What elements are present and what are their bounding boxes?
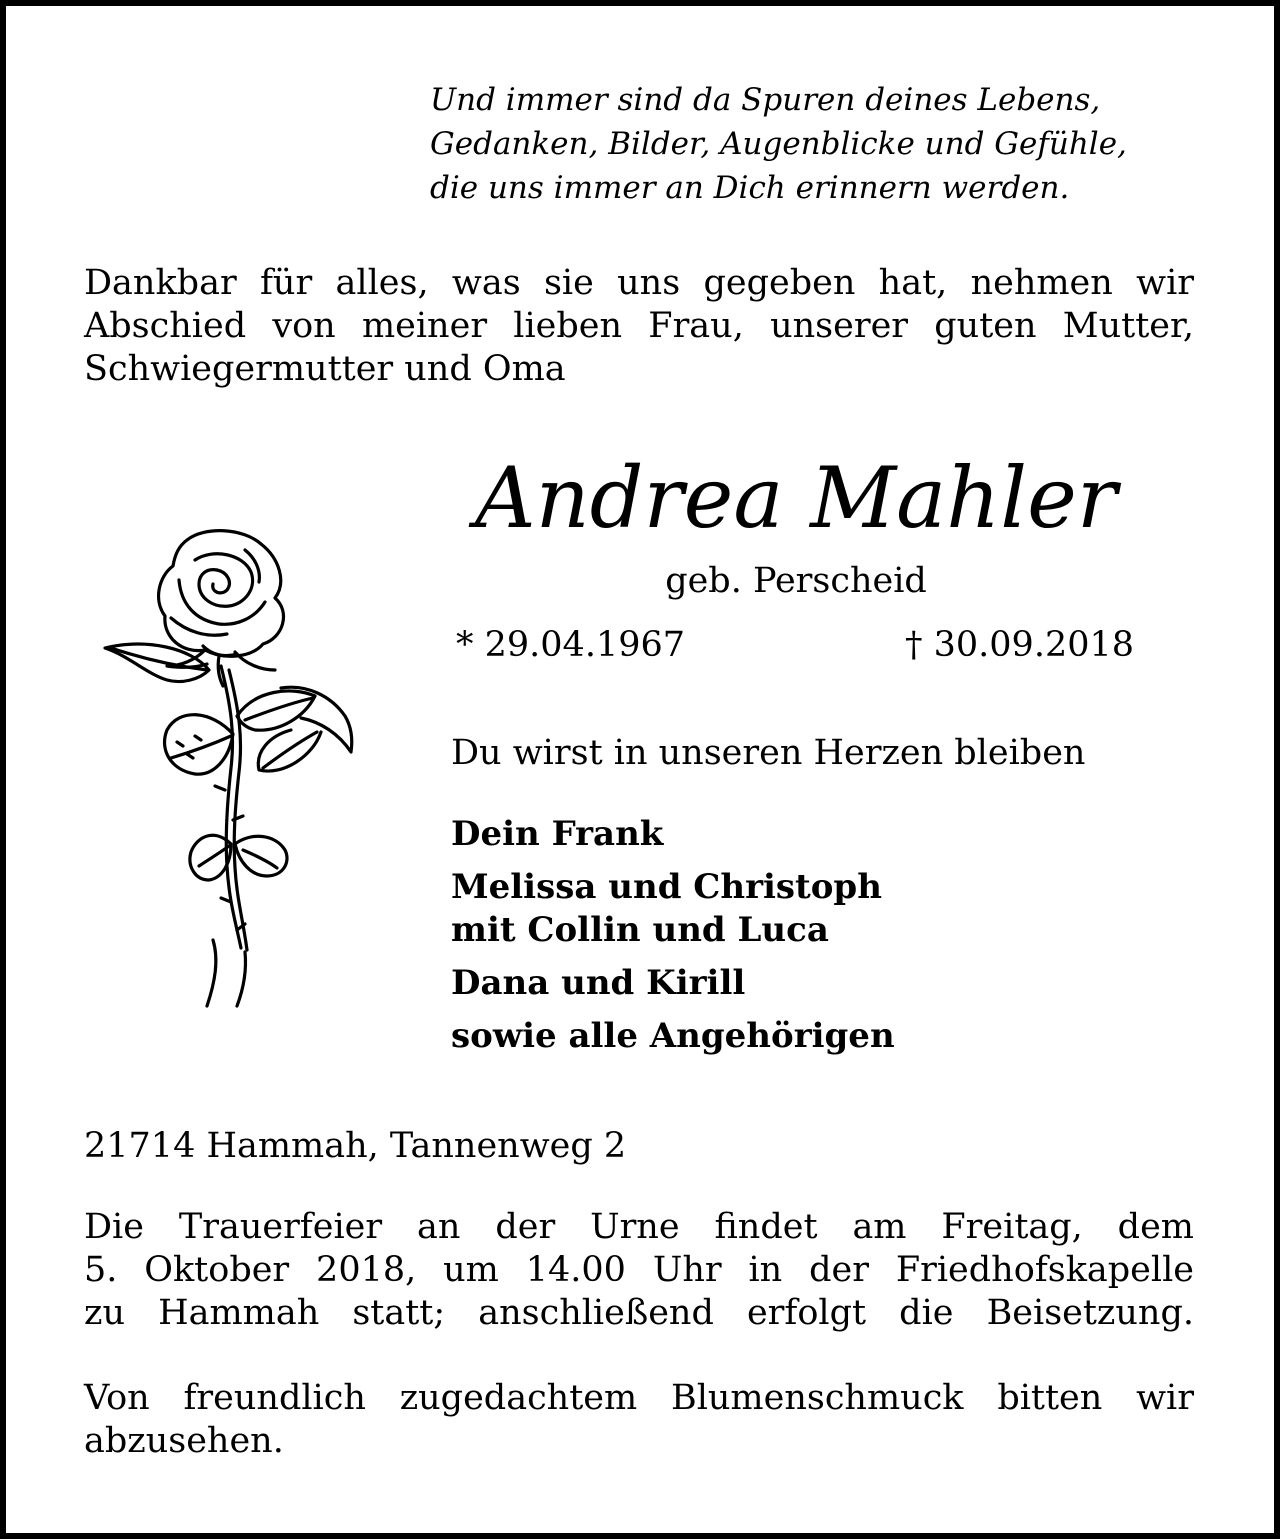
service-line: 5. Oktober 2018, um 14.00 Uhr in der Friedhofskapelle — [84, 1250, 1194, 1290]
poem-line: Gedanken, Bilder, Augenblicke und Gefühle, — [430, 126, 1127, 162]
family-address: 21714 Hammah, Tannenweg 2 — [84, 1126, 627, 1166]
maiden-name: geb. Perscheid — [665, 561, 927, 601]
intro-line: Dankbar für alles, was sie uns gegeben hat, nehmen wir — [84, 263, 1194, 303]
mourner-line: Melissa und Christoph — [451, 867, 882, 907]
rose-icon — [95, 520, 365, 1020]
mourner-line: Dein Frank — [451, 814, 664, 854]
mourner-line: mit Collin und Luca — [451, 910, 829, 950]
memorial-verse: Du wirst in unseren Herzen bleiben — [451, 733, 1086, 773]
intro-line: Schwiegermutter und Oma — [84, 349, 566, 389]
birth-date: * 29.04.1967 — [456, 625, 686, 665]
flowers-line: abzusehen. — [84, 1421, 284, 1461]
memorial-poem — [430, 78, 1127, 210]
intro-text — [84, 262, 1194, 391]
poem-line: die uns immer an Dich erinnern werden. — [430, 170, 1070, 206]
mourner-line: sowie alle Angehörigen — [451, 1016, 895, 1056]
flowers-note — [84, 1377, 1194, 1463]
service-line: Die Trauerfeier an der Urne findet am Freitag, dem — [84, 1207, 1194, 1247]
mourner-line: Dana und Kirill — [451, 963, 746, 1003]
mourners-list — [451, 812, 895, 1059]
deceased-name: Andrea Mahler — [474, 449, 1118, 547]
poem-line: Und immer sind da Spuren deines Lebens, — [430, 82, 1101, 118]
service-line: zu Hammah statt; anschließend erfolgt die Beisetzung. — [84, 1293, 1194, 1333]
death-date: † 30.09.2018 — [905, 625, 1135, 665]
service-info — [84, 1206, 1194, 1335]
intro-line: Abschied von meiner lieben Frau, unserer guten Mutter, — [84, 306, 1194, 346]
flowers-line: Von freundlich zugedachtem Blumenschmuck bitten wir — [84, 1378, 1194, 1418]
